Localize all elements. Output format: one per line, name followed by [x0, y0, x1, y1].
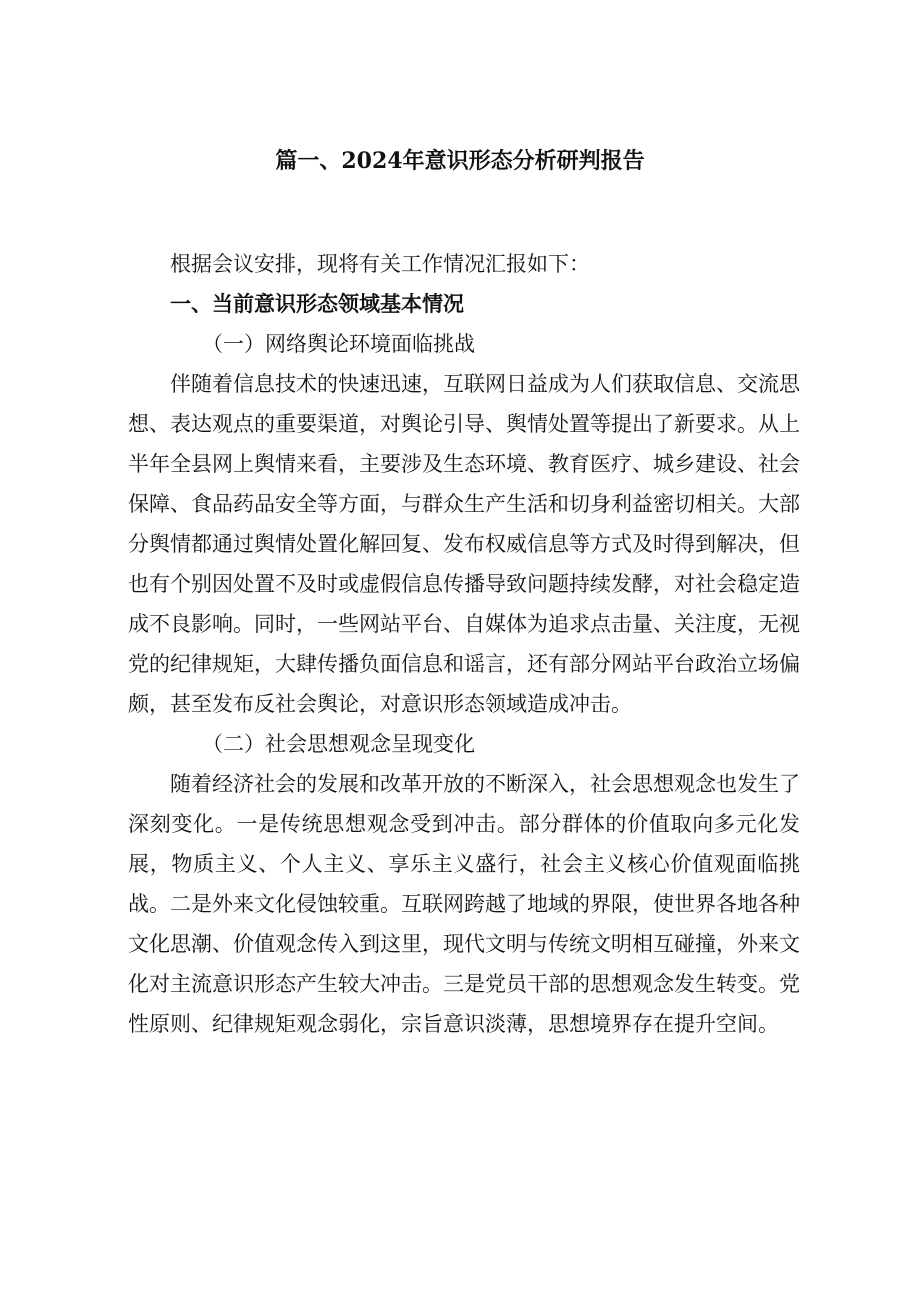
subsection-2-paragraph: 随着经济社会的发展和改革开放的不断深入，社会思想观念也发生了深刻变化。一是传统思想观念受到冲击。部分群体的价值取向多元化发展，物质主义、个人主义、享乐主义盛行，社会主义核心价值观面临挑战。二是外来文化侵蚀较重。互联网跨越了地域的界限，使世界各地各种文化思潮、价值观念传入到这里，现代文明与传统文明相互碰撞，外来文化对主流意识形态产生较大冲击。三是党员干部的思想观念发生转变。党性原则、纪律规矩观念弱化，宗旨意识淡薄，思想境界存在提升空间。 — [128, 772, 800, 1036]
subsection-1-heading: （一）网络舆论环境面临挑战 — [202, 332, 475, 356]
document-title: 篇一、2024年意识形态分析研判报告 — [275, 148, 645, 174]
subsection-2-heading: （二）社会思想观念呈现变化 — [202, 732, 475, 756]
subsection-1-paragraph: 伴随着信息技术的快速迅速，互联网日益成为人们获取信息、交流思想、表达观点的重要渠道，对舆论引导、舆情处置等提出了新要求。从上半年全县网上舆情来看，主要涉及生态环境、教育医疗、城乡建设、社会保障、食品药品安全等方面，与群众生产生活和切身利益密切相关。大部分舆情都通过舆情处置化解回复、发布权威信息等方式及时得到解决，但也有个别因处置不及时或虚假信息传播导致问题持续发酵，对社会稳定造成不良影响。同时，一些网站平台、自媒体为追求点击量、关注度，无视党的纪律规矩，大肆传播负面信息和谣言，还有部分网站平台政治立场偏颇，甚至发布反社会舆论，对意识形态领域造成冲击。 — [128, 372, 800, 716]
section-1-heading: 一、当前意识形态领域基本情况 — [170, 291, 464, 316]
intro-paragraph: 根据会议安排，现将有关工作情况汇报如下： — [170, 252, 590, 276]
document-body — [128, 244, 800, 1044]
